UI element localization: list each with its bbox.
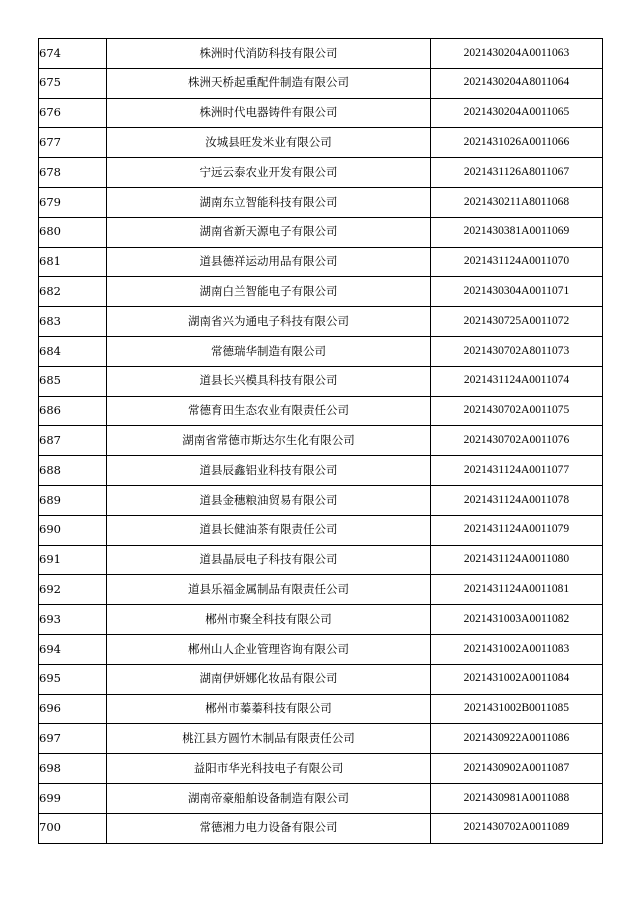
registration-code-cell: 2021431124A0011080 (431, 545, 603, 575)
row-number-cell: 697 (39, 724, 107, 754)
company-name-cell: 湖南省新天源电子有限公司 (107, 217, 431, 247)
company-name-cell: 郴州山人企业管理咨询有限公司 (107, 634, 431, 664)
table-row (39, 575, 603, 605)
table-row (39, 336, 603, 366)
company-name-cell: 常德瑞华制造有限公司 (107, 336, 431, 366)
table-row (39, 724, 603, 754)
company-name-cell: 汝城县旺发米业有限公司 (107, 128, 431, 158)
row-number-cell: 695 (39, 664, 107, 694)
company-name-cell: 湖南白兰智能电子有限公司 (107, 277, 431, 307)
table-row (39, 456, 603, 486)
row-number-cell: 689 (39, 485, 107, 515)
registration-code-cell: 2021431124A0011077 (431, 456, 603, 486)
registration-code-cell: 2021430725A0011072 (431, 307, 603, 337)
registration-code-cell: 2021430211A8011068 (431, 187, 603, 217)
company-name-cell: 湖南帝豪船舶设备制造有限公司 (107, 783, 431, 813)
company-name-cell: 常德湘力电力设备有限公司 (107, 813, 431, 843)
table-row (39, 247, 603, 277)
table-row (39, 515, 603, 545)
table-row (39, 68, 603, 98)
row-number-cell: 683 (39, 307, 107, 337)
registration-code-cell: 2021431124A0011070 (431, 247, 603, 277)
registration-code-cell: 2021430702A0011075 (431, 396, 603, 426)
registration-code-cell: 2021431124A0011079 (431, 515, 603, 545)
company-name-cell: 株洲时代电器铸件有限公司 (107, 98, 431, 128)
registration-code-cell: 2021431003A0011082 (431, 605, 603, 635)
table-row (39, 39, 603, 69)
company-name-cell: 益阳市华光科技电子有限公司 (107, 754, 431, 784)
row-number-cell: 675 (39, 68, 107, 98)
registration-code-cell: 2021430702A8011073 (431, 336, 603, 366)
registration-code-cell: 2021431026A0011066 (431, 128, 603, 158)
row-number-cell: 685 (39, 366, 107, 396)
row-number-cell: 677 (39, 128, 107, 158)
table-row (39, 307, 603, 337)
company-name-cell: 道县长健油茶有限责任公司 (107, 515, 431, 545)
registration-code-cell: 2021430204A0011065 (431, 98, 603, 128)
registration-code-cell: 2021431002B0011085 (431, 694, 603, 724)
table-row (39, 217, 603, 247)
registry-table-body (39, 39, 603, 844)
table-row (39, 605, 603, 635)
table-row (39, 366, 603, 396)
table-row (39, 694, 603, 724)
registration-code-cell: 2021430981A0011088 (431, 783, 603, 813)
table-row (39, 128, 603, 158)
company-name-cell: 湖南省常德市斯达尔生化有限公司 (107, 426, 431, 456)
registration-code-cell: 2021430902A0011087 (431, 754, 603, 784)
row-number-cell: 690 (39, 515, 107, 545)
registration-code-cell: 2021430702A0011089 (431, 813, 603, 843)
company-name-cell: 株洲时代消防科技有限公司 (107, 39, 431, 69)
company-name-cell: 郴州市蓁蓁科技有限公司 (107, 694, 431, 724)
company-name-cell: 湖南东立智能科技有限公司 (107, 187, 431, 217)
row-number-cell: 696 (39, 694, 107, 724)
company-name-cell: 湖南伊妍娜化妆品有限公司 (107, 664, 431, 694)
row-number-cell: 674 (39, 39, 107, 69)
registration-code-cell: 2021431002A0011084 (431, 664, 603, 694)
table-row (39, 545, 603, 575)
table-row (39, 426, 603, 456)
table-row (39, 277, 603, 307)
row-number-cell: 699 (39, 783, 107, 813)
registration-code-cell: 2021430204A0011063 (431, 39, 603, 69)
table-row (39, 396, 603, 426)
row-number-cell: 682 (39, 277, 107, 307)
company-name-cell: 道县长兴模具科技有限公司 (107, 366, 431, 396)
registration-code-cell: 2021430381A0011069 (431, 217, 603, 247)
company-name-cell: 宁远云泰农业开发有限公司 (107, 158, 431, 188)
company-registry-table (38, 38, 603, 844)
table-row (39, 813, 603, 843)
table-row (39, 634, 603, 664)
row-number-cell: 698 (39, 754, 107, 784)
company-name-cell: 道县乐福金属制品有限责任公司 (107, 575, 431, 605)
registration-code-cell: 2021430922A0011086 (431, 724, 603, 754)
row-number-cell: 686 (39, 396, 107, 426)
row-number-cell: 678 (39, 158, 107, 188)
registration-code-cell: 2021431124A0011074 (431, 366, 603, 396)
company-name-cell: 道县金穗粮油贸易有限公司 (107, 485, 431, 515)
registration-code-cell: 2021431002A0011083 (431, 634, 603, 664)
registration-code-cell: 2021430702A0011076 (431, 426, 603, 456)
row-number-cell: 680 (39, 217, 107, 247)
company-name-cell: 道县晶辰电子科技有限公司 (107, 545, 431, 575)
row-number-cell: 681 (39, 247, 107, 277)
row-number-cell: 684 (39, 336, 107, 366)
company-name-cell: 株洲天桥起重配件制造有限公司 (107, 68, 431, 98)
company-name-cell: 道县辰鑫铝业科技有限公司 (107, 456, 431, 486)
row-number-cell: 676 (39, 98, 107, 128)
company-name-cell: 桃江县方圆竹木制品有限责任公司 (107, 724, 431, 754)
company-name-cell: 常德育田生态农业有限责任公司 (107, 396, 431, 426)
table-row (39, 98, 603, 128)
company-name-cell: 道县德祥运动用品有限公司 (107, 247, 431, 277)
registration-code-cell: 2021430204A8011064 (431, 68, 603, 98)
registration-code-cell: 2021431126A8011067 (431, 158, 603, 188)
company-name-cell: 湖南省兴为通电子科技有限公司 (107, 307, 431, 337)
row-number-cell: 688 (39, 456, 107, 486)
row-number-cell: 693 (39, 605, 107, 635)
table-row (39, 664, 603, 694)
registration-code-cell: 2021431124A0011081 (431, 575, 603, 605)
row-number-cell: 700 (39, 813, 107, 843)
registration-code-cell: 2021431124A0011078 (431, 485, 603, 515)
table-row (39, 754, 603, 784)
row-number-cell: 692 (39, 575, 107, 605)
row-number-cell: 687 (39, 426, 107, 456)
table-row (39, 783, 603, 813)
registration-code-cell: 2021430304A0011071 (431, 277, 603, 307)
table-row (39, 158, 603, 188)
table-row (39, 485, 603, 515)
row-number-cell: 691 (39, 545, 107, 575)
company-name-cell: 郴州市聚全科技有限公司 (107, 605, 431, 635)
table-row (39, 187, 603, 217)
row-number-cell: 679 (39, 187, 107, 217)
row-number-cell: 694 (39, 634, 107, 664)
